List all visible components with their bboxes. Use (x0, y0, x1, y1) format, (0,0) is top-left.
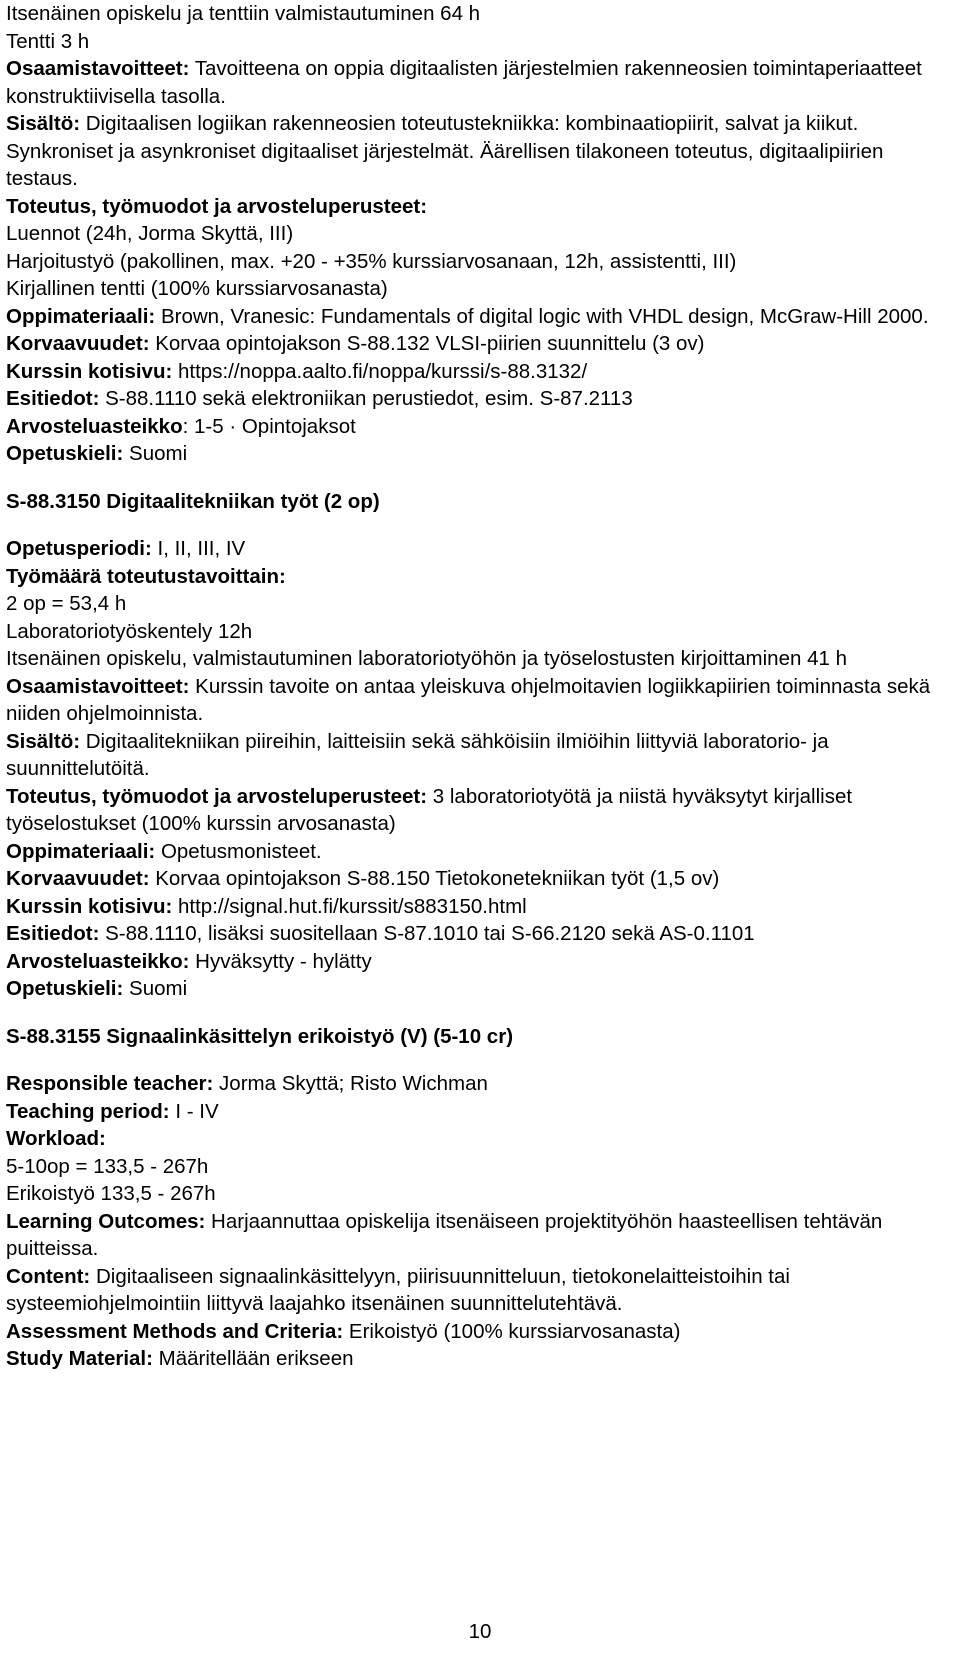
homepage-link[interactable]: https://noppa.aalto.fi/noppa/kurssi/s-88.3132/ (178, 359, 588, 383)
grading-label: Arvosteluasteikko (6, 414, 183, 438)
substitution-label: Korvaavuudet: (6, 867, 150, 890)
implementation-paragraph (6, 783, 954, 838)
outcomes-text: Harjaannuttaa opiskelija itsenäiseen projektityöhön haasteellisen tehtävän puitteissa. (6, 1209, 883, 1260)
prerequisites-label: Esitiedot: (6, 387, 100, 410)
workload-line: 5-10op = 133,5 - 267h (6, 1154, 209, 1178)
workload-line: Itsenäinen opiskelu, valmistautuminen laboratoriotyöhön ja työselostusten kirjoittaminen 41 h (6, 647, 847, 670)
grading-paragraph (6, 948, 954, 976)
implementation-line: Kirjallinen tentti (100% kurssiarvosanasta) (6, 277, 388, 300)
outcomes-text: Tavoitteena on oppia digitaalisten järjestelmien rakenneosien toimintaperiaatteet konstruktiivisella tasolla. (6, 57, 922, 108)
workload-line: Laboratoriotyöskentely 12h (6, 619, 253, 643)
grading-text: : 1-5 · Opintojaksot (182, 414, 356, 438)
course-title: S-88.3155 Signaalinkäsittelyn erikoistyö (V) (5-10 cr) (6, 1024, 514, 1048)
implementation-line: Luennot (24h, Jorma Skyttä, III) (6, 222, 294, 245)
grading-label: Arvosteluasteikko: (6, 949, 190, 973)
course-title: S-88.3150 Digitaalitekniikan työt (2 op) (6, 489, 380, 513)
grading-text: Hyväksytty - hylätty (195, 949, 372, 973)
content-label: Sisältö: (6, 112, 81, 135)
substitution-label: Korvaavuudet: (6, 332, 150, 355)
substitution-paragraph (6, 865, 954, 893)
period-label: Teaching period: (6, 1099, 170, 1123)
material-paragraph (6, 1345, 954, 1373)
language-paragraph (6, 440, 954, 468)
homepage-paragraph (6, 893, 954, 921)
substitution-paragraph (6, 330, 954, 358)
outcomes-paragraph (6, 55, 954, 110)
implementation-line: Harjoitustyö (pakollinen, max. +20 - +35% kurssiarvosanaan, 12h, assistentti, III) (6, 249, 737, 273)
teacher-label: Responsible teacher: (6, 1072, 214, 1095)
content-text: Digitaalisen logiikan rakenneosien toteutustekniikka: kombinaatiopiirit, salvat ja kiikut. Synkroniset ja asynkroniset digitaaliset järjestelmät. Äärellisen tilakoneen toteutus, digitaalipiirien testaus. (6, 112, 884, 190)
homepage-label: Kurssin kotisivu: (6, 894, 173, 918)
substitution-text: Korvaa opintojakson S-88.150 Tietokonetekniikan työt (1,5 ov) (155, 867, 720, 890)
course-1-continuation (6, 0, 954, 468)
workload-line: Tentti 3 h (6, 29, 90, 53)
outcomes-paragraph (6, 673, 954, 728)
course-2 (6, 488, 954, 1003)
outcomes-label: Osaamistavoitteet: (6, 674, 190, 698)
period-paragraph (6, 535, 954, 563)
content-paragraph (6, 1263, 954, 1318)
implementation-label: Toteutus, työmuodot ja arvosteluperusteet: (6, 784, 428, 808)
course-3 (6, 1023, 954, 1373)
document-page (6, 0, 954, 1373)
language-text: Suomi (129, 442, 188, 465)
content-text: Digitaaliseen signaalinkäsittelyyn, piirisuunnitteluun, tietokonelaitteistoihin tai systeemiohjelmointiin liittyvä laajahko itsenäinen suunnittelutehtävä. (6, 1264, 790, 1315)
workload-line: Itsenäinen opiskelu ja tenttiin valmistautuminen 64 h (6, 2, 481, 25)
content-label: Sisältö: (6, 729, 81, 753)
outcomes-label: Osaamistavoitteet: (6, 57, 190, 80)
language-label: Opetuskieli: (6, 442, 124, 465)
material-text: Brown, Vranesic: Fundamentals of digital logic with VHDL design, McGraw-Hill 2000. (160, 304, 929, 328)
language-text: Suomi (129, 977, 188, 1000)
outcomes-paragraph (6, 1208, 954, 1263)
workload-line: Erikoistyö 133,5 - 267h (6, 1182, 216, 1205)
homepage-paragraph (6, 358, 954, 386)
workload-label: Workload: (6, 1127, 106, 1150)
language-paragraph (6, 975, 954, 1003)
prerequisites-text: S-88.1110 sekä elektroniikan perustiedot, esim. S-87.2113 (105, 387, 633, 410)
material-label: Study Material: (6, 1347, 153, 1370)
homepage-link[interactable]: http://signal.hut.fi/kurssit/s883150.html (178, 894, 527, 918)
homepage-label: Kurssin kotisivu: (6, 359, 173, 383)
content-paragraph (6, 110, 954, 193)
outcomes-label: Learning Outcomes: (6, 1209, 206, 1233)
language-label: Opetuskieli: (6, 977, 124, 1000)
prerequisites-paragraph (6, 385, 954, 413)
prerequisites-paragraph (6, 920, 954, 948)
prerequisites-label: Esitiedot: (6, 922, 100, 945)
outcomes-text: Kurssin tavoite on antaa yleiskuva ohjelmoitavien logiikkapiirien toiminnasta sekä niiden ohjelmoinnista. (6, 674, 931, 725)
material-paragraph (6, 303, 954, 331)
implementation-label: Toteutus, työmuodot ja arvosteluperusteet: (6, 194, 428, 218)
period-label: Opetusperiodi: (6, 537, 152, 560)
workload-line: 2 op = 53,4 h (6, 592, 127, 615)
teacher-text: Jorma Skyttä; Risto Wichman (219, 1072, 488, 1095)
material-label: Oppimateriaali: (6, 839, 156, 863)
period-text: I - IV (175, 1099, 219, 1123)
material-label: Oppimateriaali: (6, 304, 156, 328)
material-text: Määritellään erikseen (158, 1347, 354, 1370)
assessment-paragraph (6, 1318, 954, 1346)
period-paragraph (6, 1098, 954, 1126)
substitution-text: Korvaa opintojakson S-88.132 VLSI-piirien suunnittelu (3 ov) (155, 332, 705, 355)
grading-paragraph (6, 413, 954, 441)
page-number: 10 (468, 1620, 492, 1643)
period-text: I, II, III, IV (157, 537, 246, 560)
prerequisites-text: S-88.1110, lisäksi suositellaan S-87.1010 tai S-66.2120 sekä AS-0.1101 (105, 922, 755, 945)
material-paragraph (6, 838, 954, 866)
content-paragraph (6, 728, 954, 783)
assessment-label: Assessment Methods and Criteria: (6, 1319, 344, 1343)
implementation-text: 3 laboratoriotyötä ja niistä hyväksytyt kirjalliset työselostukset (100% kurssin arvosanasta) (6, 784, 853, 835)
content-label: Content: (6, 1264, 91, 1288)
teacher-paragraph (6, 1070, 954, 1098)
material-text: Opetusmonisteet. (160, 839, 322, 863)
workload-label: Työmäärä toteutustavoittain: (6, 564, 286, 588)
assessment-text: Erikoistyö (100% kurssiarvosanasta) (348, 1319, 681, 1343)
content-text: Digitaalitekniikan piireihin, laitteisiin sekä sähköisiin ilmiöihin liittyviä laboratorio- ja suunnittelutöitä. (6, 729, 829, 780)
